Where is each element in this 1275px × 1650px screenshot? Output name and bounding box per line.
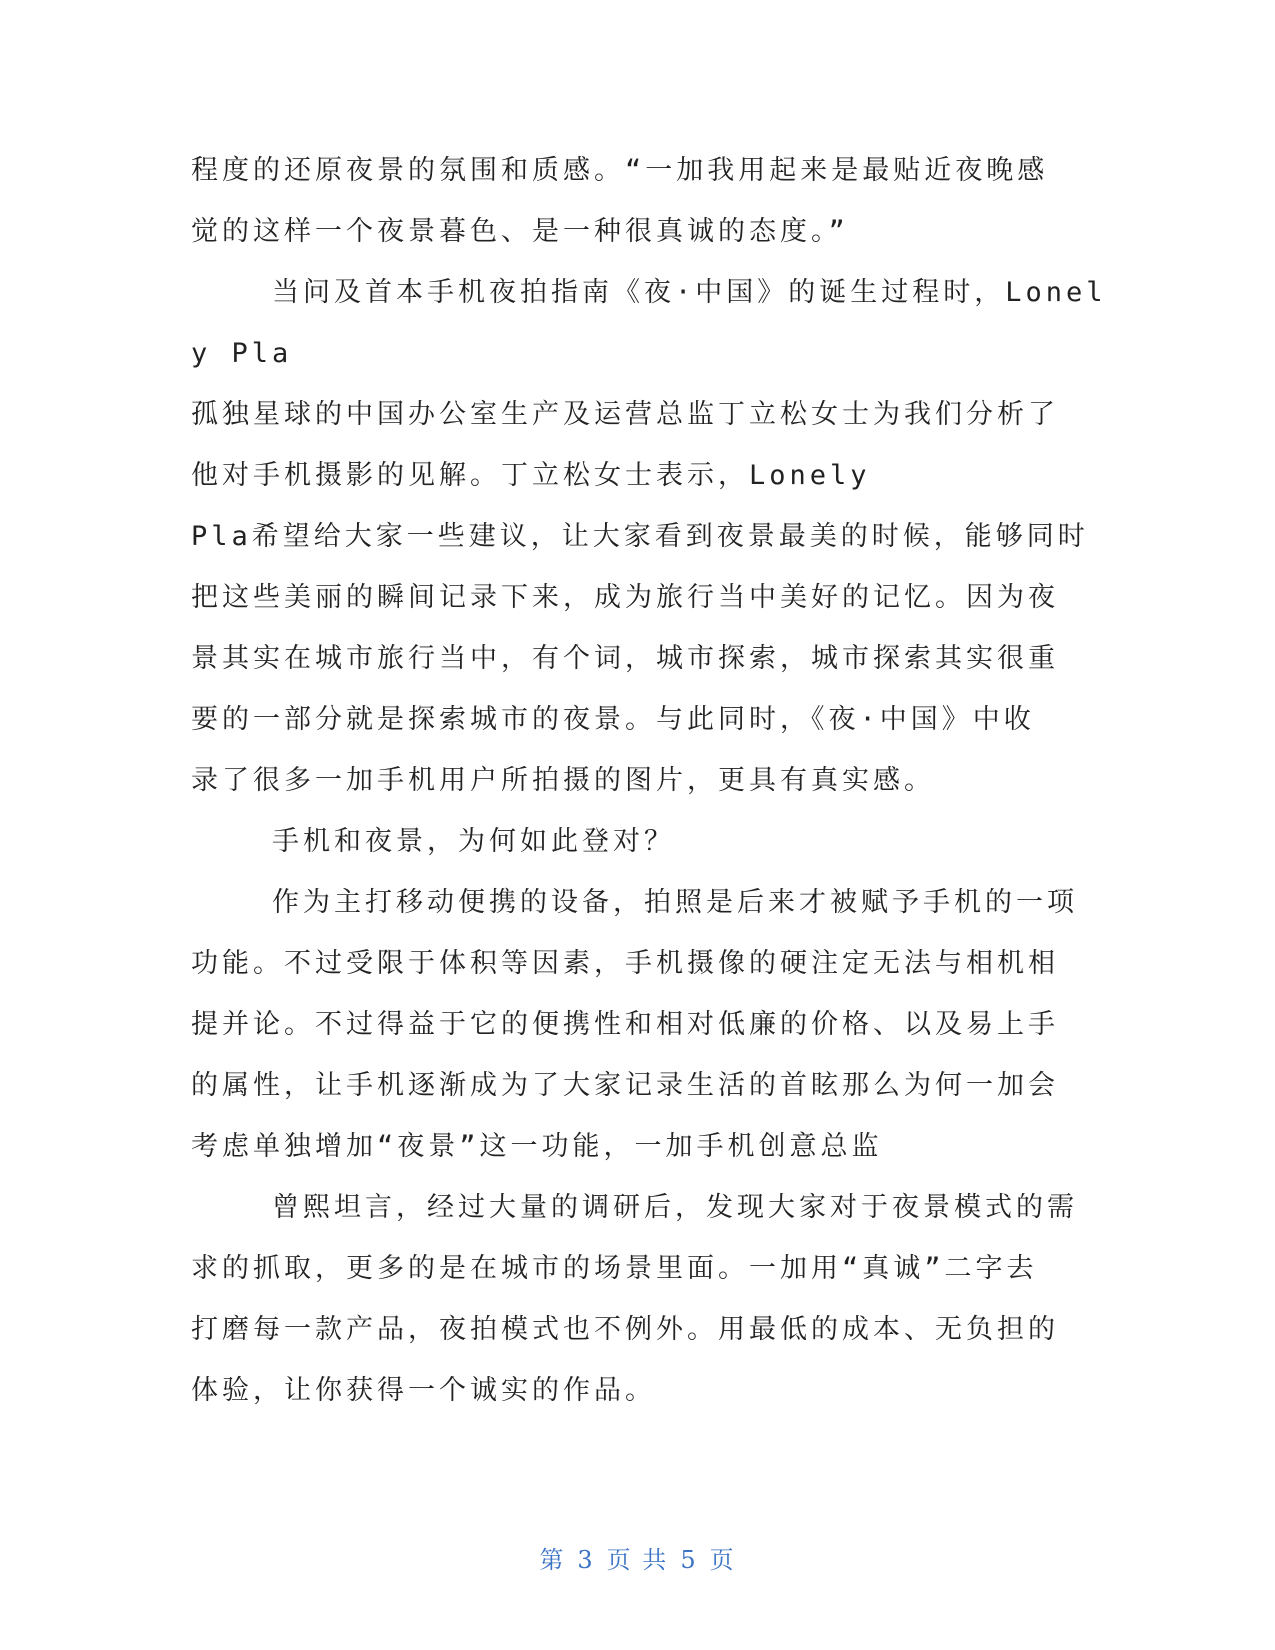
footer-total-pages: 5 [680,1546,698,1574]
text-line-21: 体验，让你获得一个诚实的作品。 [191,1375,656,1406]
text-line-2: 觉的这样一个夜景暮色、是一种很真诚的态度。” [191,216,849,247]
footer-middle: 页 共 [606,1546,669,1574]
footer-current-page: 3 [577,1546,595,1574]
text-line-10: 要的一部分就是探索城市的夜景。与此同时，《夜·中国》中收 [191,704,1035,735]
text-line-11: 录了很多一加手机用户所拍摄的图片，更具有真实感。 [191,765,935,796]
text-line-19: 求的抓取，更多的是在城市的场景里面。一加用“真诚”二字去 [191,1253,1038,1284]
text-line-16: 的属性，让手机逐渐成为了大家记录生活的首眩那么为何一加会 [191,1070,1059,1101]
text-line-4: y Pla [191,338,293,369]
text-line-6: 他对手机摄影的见解。丁立松女士表示，Lonely [191,460,871,491]
page-footer [0,1540,1275,1575]
text-line-18: 曾熙坦言，经过大量的调研后，发现大家对于夜景模式的需 [191,1192,1079,1223]
text-line-15: 提并论。不过得益于它的便携性和相对低廉的价格、以及易上手 [191,1009,1059,1040]
text-line-9: 景其实在城市旅行当中，有个词，城市探索，城市探索其实很重 [191,643,1059,674]
text-line-20: 打磨每一款产品，夜拍模式也不例外。用最低的成本、无负担的 [191,1314,1059,1345]
footer-suffix: 页 [709,1546,736,1574]
text-line-5: 孤独星球的中国办公室生产及运营总监丁立松女士为我们分析了 [191,399,1059,430]
text-line-14: 功能。不过受限于体积等因素，手机摄像的硬注定无法与相机相 [191,948,1059,979]
text-line-17: 考虑单独增加“夜景”这一功能，一加手机创意总监 [191,1131,883,1162]
text-line-1: 程度的还原夜景的氛围和质感。“一加我用起来是最贴近夜晚感 [191,155,1049,186]
text-line-13: 作为主打移动便携的设备，拍照是后来才被赋予手机的一项 [191,887,1079,918]
text-line-8: 把这些美丽的瞬间记录下来，成为旅行当中美好的记忆。因为夜 [191,582,1059,613]
text-line-3: 当问及首本手机夜拍指南《夜·中国》的诞生过程时，Lonel [191,277,1107,308]
text-line-7: Pla希望给大家一些建议，让大家看到夜景最美的时候，能够同时 [191,521,1089,552]
text-line-12: 手机和夜景，为何如此登对？ [191,826,676,857]
document-body [191,140,1107,1421]
footer-prefix: 第 [539,1546,566,1574]
